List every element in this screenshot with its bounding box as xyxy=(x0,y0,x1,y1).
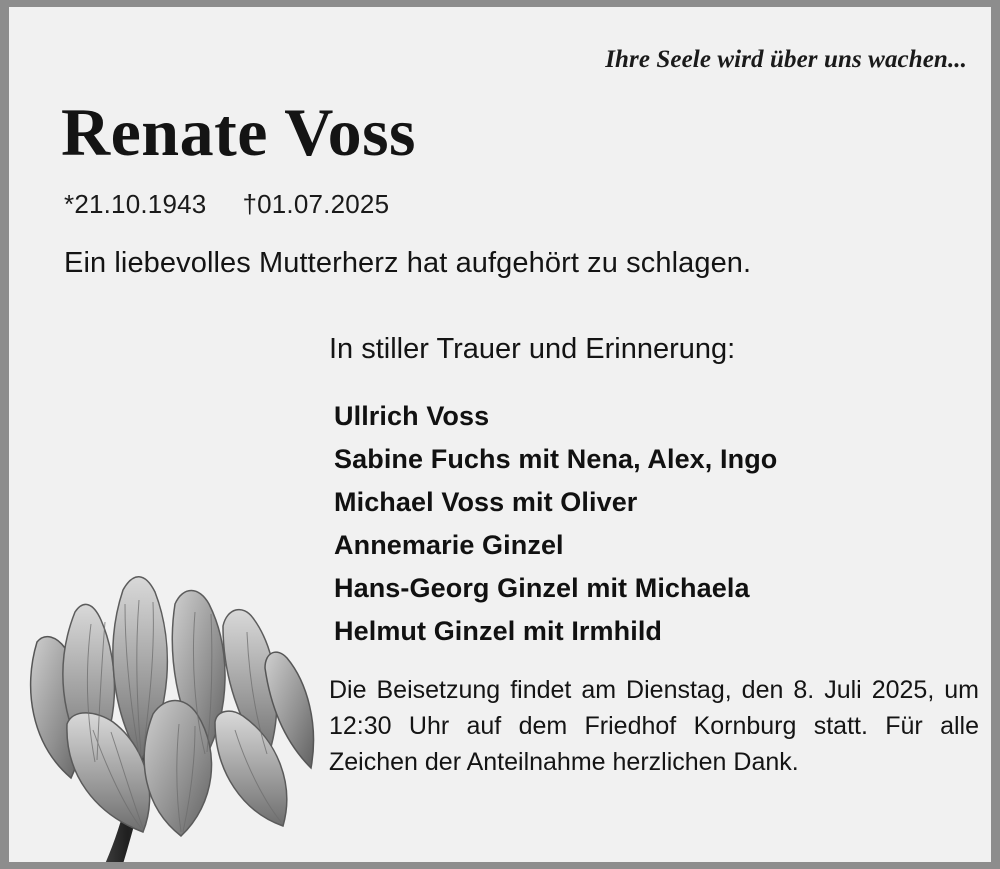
mourning-heading: In stiller Trauer und Erinnerung: xyxy=(329,333,736,365)
deceased-name: Renate Voss xyxy=(61,94,416,170)
list-item: Ullrich Voss xyxy=(334,401,490,431)
life-dates xyxy=(64,189,389,220)
lotus-flower-icon xyxy=(19,492,329,862)
list-item: Annemarie Ginzel xyxy=(334,530,564,560)
death-date: †01.07.2025 xyxy=(242,189,390,219)
list-item: Hans-Georg Ginzel mit Michaela xyxy=(334,573,750,603)
birth-date: *21.10.1943 xyxy=(64,189,207,219)
obituary-inner xyxy=(9,7,991,862)
memorial-sentence: Ein liebevolles Mutterherz hat aufgehört zu schlagen. xyxy=(64,247,752,279)
list-item: Michael Voss mit Oliver xyxy=(334,487,638,517)
list-item: Sabine Fuchs mit Nena, Alex, Ingo xyxy=(334,444,778,474)
list-item: Helmut Ginzel mit Irmhild xyxy=(334,616,663,646)
funeral-details-text: Die Beisetzung findet am Dienstag, den 8. Juli 2025, um 12:30 Uhr auf dem Friedhof Kornburg statt. Für alle Zeichen der Anteilnahme herzlichen Dank. xyxy=(329,676,979,776)
motto-text: Ihre Seele wird über uns wachen... xyxy=(605,46,967,73)
mourners-list xyxy=(334,395,984,653)
